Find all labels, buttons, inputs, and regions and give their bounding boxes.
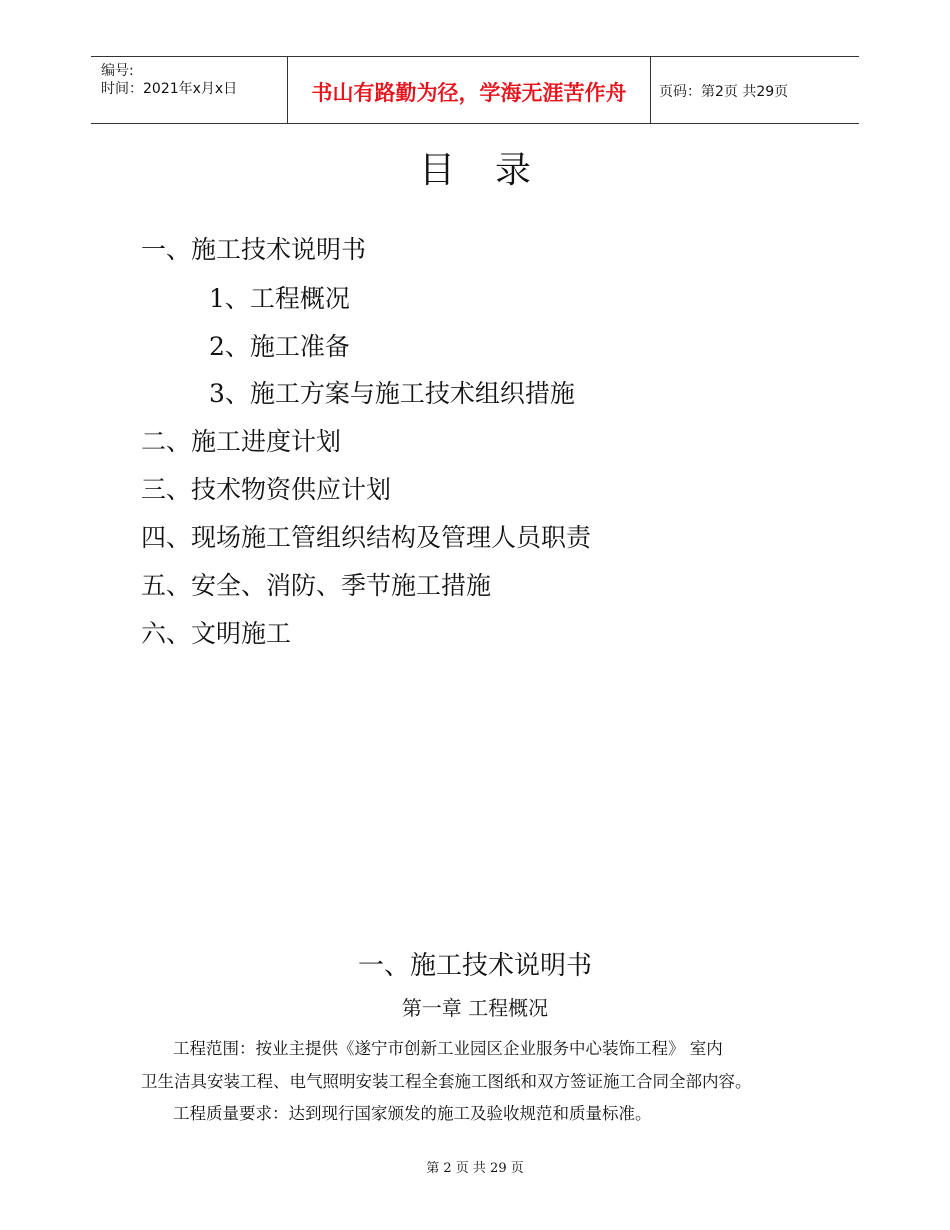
page-footer-number: 第 2 页 共 29 页 xyxy=(426,1161,524,1176)
toc-item: 五、安全、消防、季节施工措施 xyxy=(141,571,492,600)
paragraph-line: 工程质量要求：达到现行国家颁发的施工及验收规范和质量标准。 xyxy=(173,1104,652,1123)
toc-item: 3、施工方案与施工技术组织措施 xyxy=(209,379,575,408)
section-title: 一、施工技术说明书 xyxy=(357,951,592,981)
chapter-title: 第一章 工程概况 xyxy=(401,996,549,1020)
document-number-label: 编号: xyxy=(101,63,134,79)
toc-item: 一、施工技术说明书 xyxy=(141,235,367,264)
toc-item: 六、文明施工 xyxy=(141,619,292,648)
header-right-cell xyxy=(649,57,859,123)
document-time-label: 时间：2021年x月x日 xyxy=(101,81,238,97)
header-page-info: 页码：第2页 共29页 xyxy=(659,84,789,100)
toc-item: 1、工程概况 xyxy=(209,284,350,313)
toc-item: 2、施工准备 xyxy=(209,332,350,361)
header-motto: 书山有路勤为径，学海无涯苦作舟 xyxy=(311,81,627,105)
page-header xyxy=(91,56,859,124)
toc-title: 目录 xyxy=(418,150,571,191)
header-middle-cell xyxy=(287,57,651,123)
paragraph-line: 工程范围：按业主提供《遂宁市创新工业园区企业服务中心装饰工程》 室内 xyxy=(173,1039,723,1058)
toc-item: 四、现场施工管组织结构及管理人员职责 xyxy=(141,523,592,552)
toc-item: 三、技术物资供应计划 xyxy=(141,475,392,504)
header-left-cell xyxy=(91,57,287,123)
paragraph-line: 卫生洁具安装工程、电气照明安装工程全套施工图纸和双方签证施工合同全部内容。 xyxy=(141,1072,752,1091)
toc-item: 二、施工进度计划 xyxy=(141,427,342,456)
